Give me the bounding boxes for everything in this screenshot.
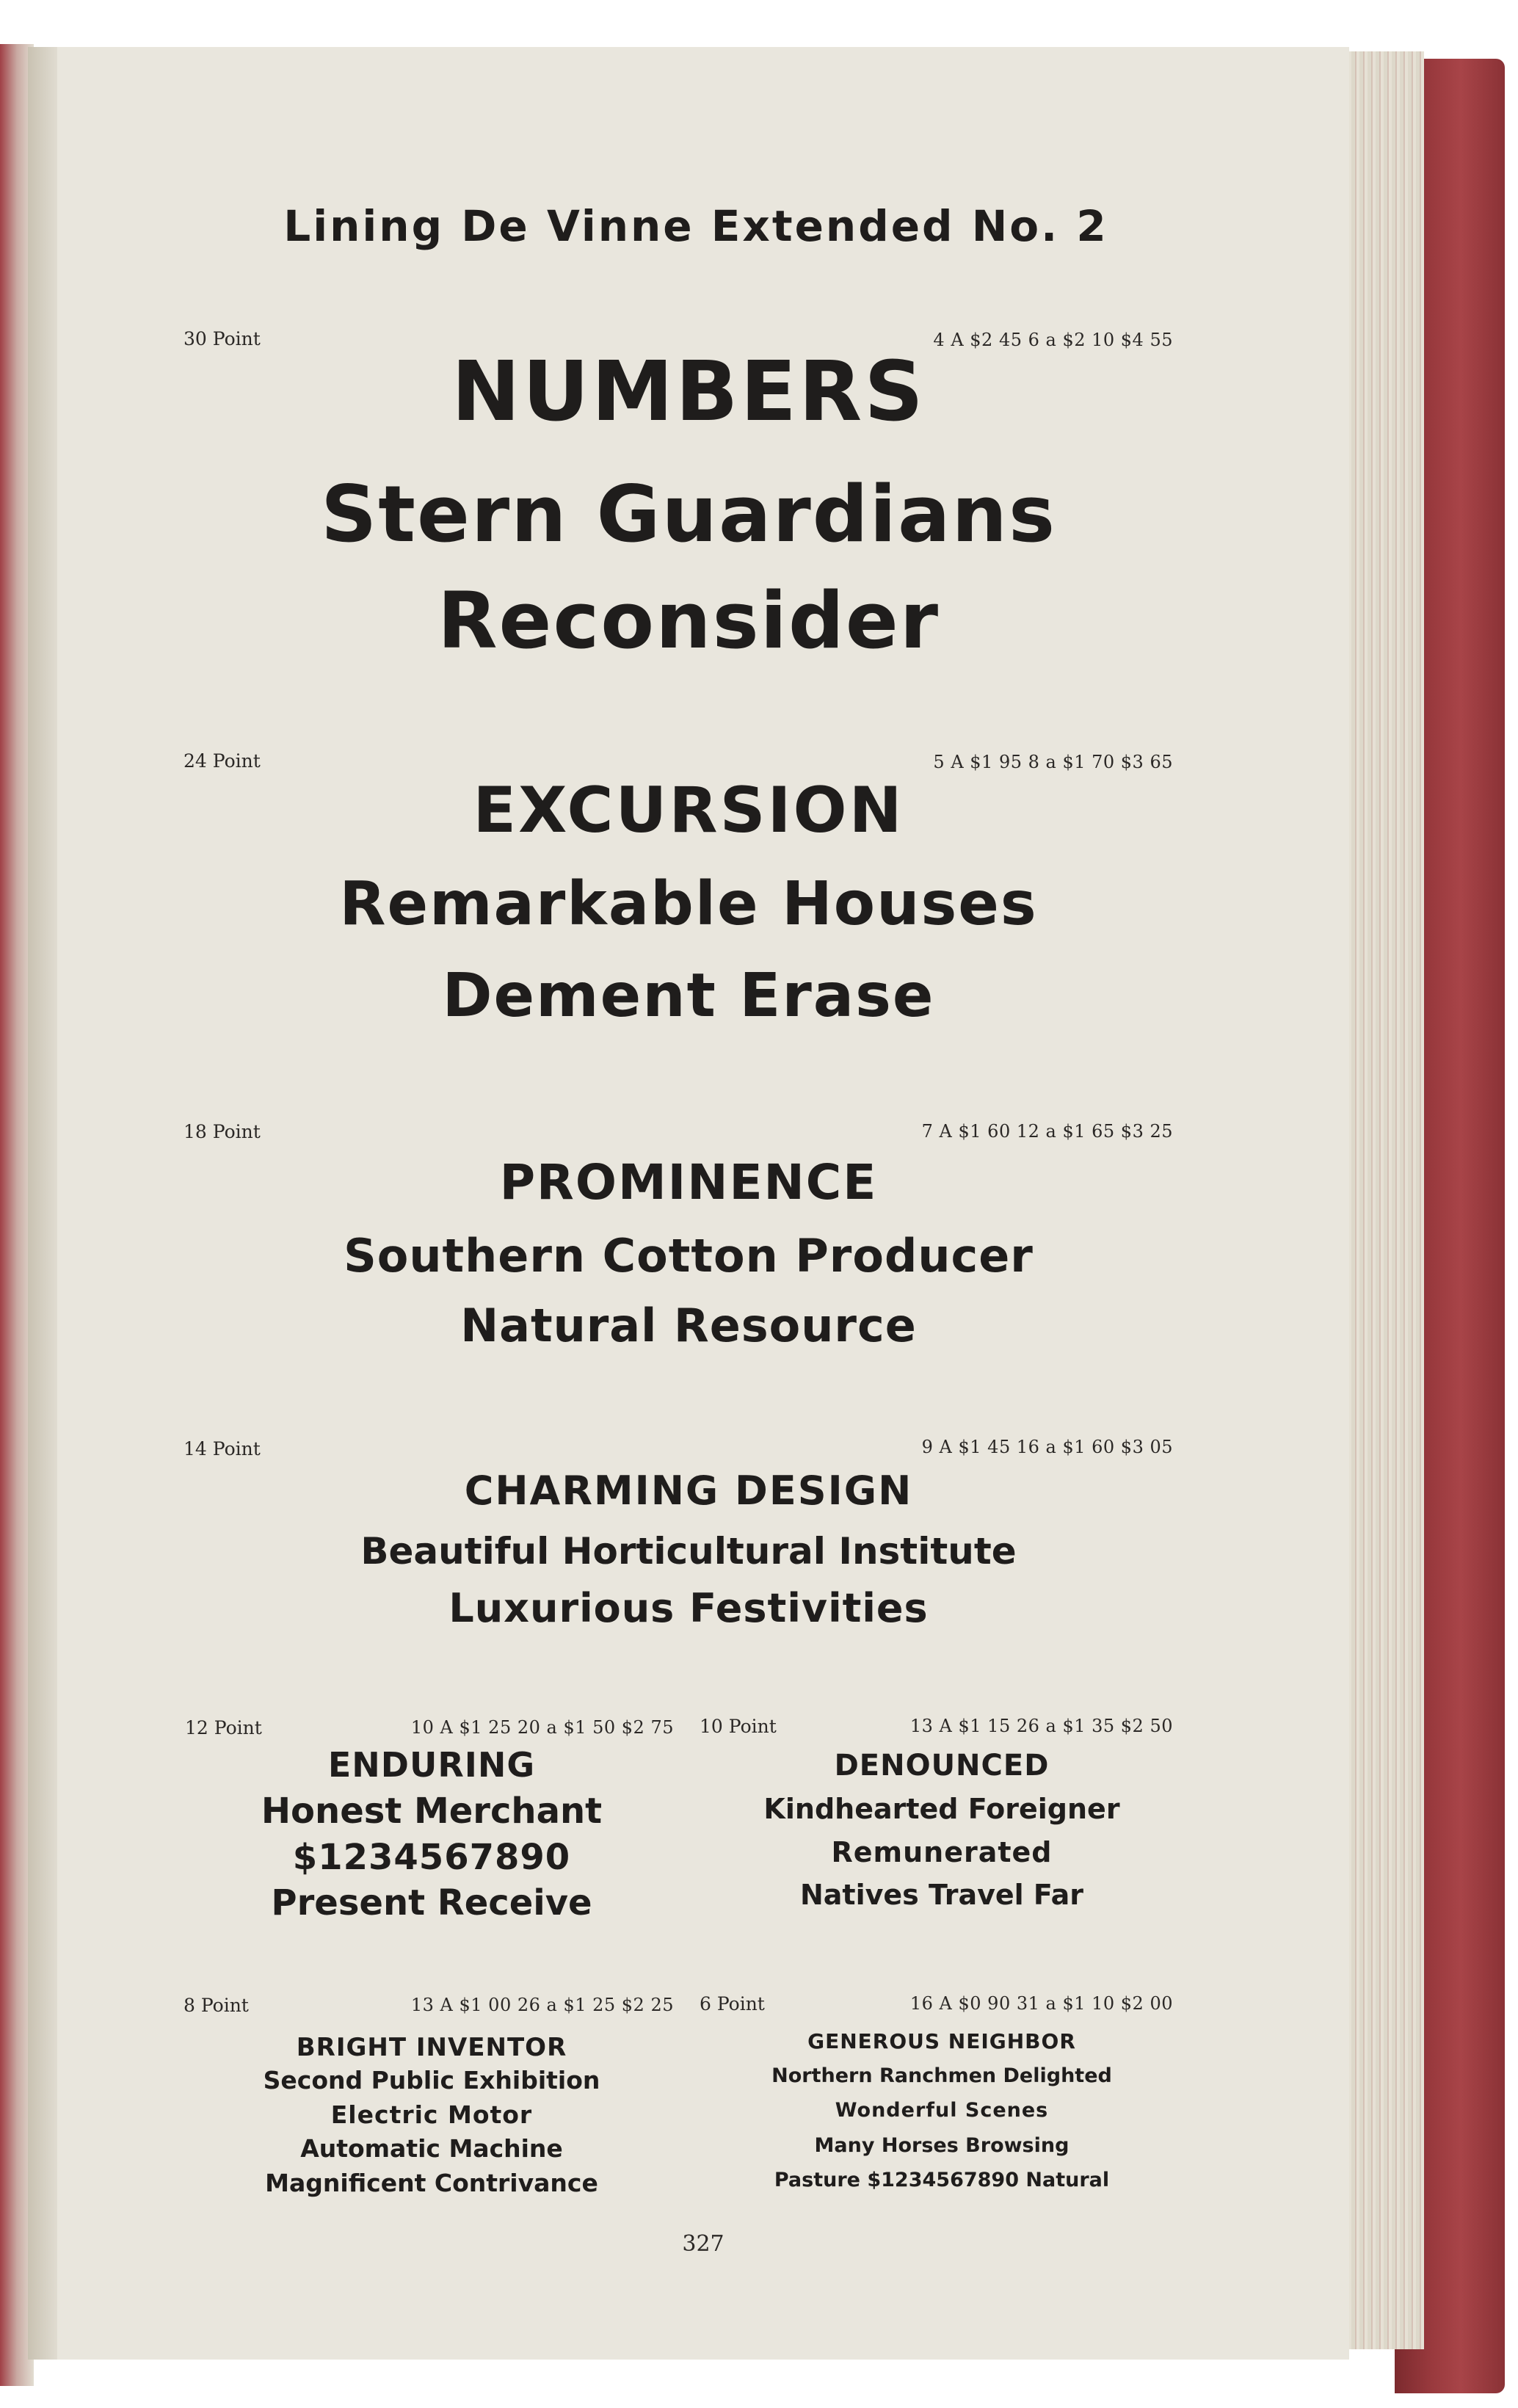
page-number: 327 — [682, 2231, 724, 2257]
size-label-6pt: 6 Point — [700, 1993, 765, 2014]
specimen-6pt-line-4: Many Horses Browsing — [814, 2134, 1070, 2157]
specimen-6pt-line-2: Northern Ranchmen Delighted — [771, 2064, 1112, 2087]
specimen-8pt-line-3: Electric Motor — [330, 2100, 533, 2129]
specimen-8pt-line-2: Second Public Exhibition — [263, 2066, 600, 2095]
size-label-8pt: 8 Point — [184, 1995, 249, 2016]
specimen-10pt-line-2: Kindhearted Foreigner — [763, 1793, 1120, 1825]
prices-14pt: 9 A $1 45 16 a $1 60 $3 05 — [921, 1437, 1173, 1457]
specimen-12pt-line-1: ENDURING — [327, 1745, 536, 1785]
specimen-12pt-line-3: $1234567890 — [292, 1837, 571, 1878]
specimen-6pt-line-3: Wonderful Scenes — [835, 2099, 1049, 2122]
page-title: Lining De Vinne Extended No. 2 — [283, 201, 1108, 251]
size-label-10pt: 10 Point — [700, 1716, 777, 1737]
specimen-30pt-line-1: NUMBERS — [451, 344, 926, 440]
prices-12pt: 10 A $1 25 20 a $1 50 $2 75 — [410, 1717, 674, 1738]
specimen-12pt-line-4: Present Receive — [271, 1882, 592, 1923]
size-label-14pt: 14 Point — [184, 1438, 261, 1459]
specimen-24pt-line-3: Dement Erase — [442, 961, 935, 1031]
size-label-24pt: 24 Point — [184, 750, 261, 772]
specimen-8pt-line-1: BRIGHT INVENTOR — [296, 2033, 567, 2062]
prices-30pt: 4 A $2 45 6 a $2 10 $4 55 — [933, 330, 1173, 350]
specimen-30pt-line-2: Stern Guardians — [320, 469, 1057, 559]
specimen-24pt-line-2: Remarkable Houses — [339, 869, 1038, 939]
prices-10pt: 13 A $1 15 26 a $1 35 $2 50 — [909, 1716, 1173, 1736]
specimen-8pt-line-4: Automatic Machine — [300, 2134, 563, 2163]
specimen-14pt-line-1: CHARMING DESIGN — [464, 1468, 913, 1514]
size-label-18pt: 18 Point — [184, 1121, 261, 1142]
size-label-12pt: 12 Point — [185, 1717, 262, 1738]
specimen-18pt-line-1: PROMINENCE — [499, 1154, 878, 1211]
specimen-6pt-line-5: Pasture $1234567890 Natural — [774, 2169, 1110, 2191]
specimen-14pt-line-3: Luxurious Festivities — [448, 1585, 929, 1631]
prices-18pt: 7 A $1 60 12 a $1 65 $3 25 — [921, 1121, 1173, 1142]
specimen-6pt-line-1: GENEROUS NEIGHBOR — [807, 2029, 1076, 2053]
specimen-24pt-line-1: EXCURSION — [473, 774, 904, 847]
size-label-30pt: 30 Point — [184, 328, 261, 349]
specimen-10pt-line-3: Remunerated — [831, 1836, 1053, 1868]
prices-6pt: 16 A $0 90 31 a $1 10 $2 00 — [909, 1993, 1173, 2014]
page-gutter — [28, 47, 57, 2360]
specimen-8pt-line-5: Magnificent Contrivance — [265, 2169, 598, 2197]
specimen-12pt-line-2: Honest Merchant — [261, 1791, 603, 1832]
specimen-18pt-line-2: Southern Cotton Producer — [344, 1229, 1034, 1283]
specimen-30pt-line-3: Reconsider — [437, 576, 940, 666]
specimen-10pt-line-4: Natives Travel Far — [799, 1879, 1084, 1911]
prices-24pt: 5 A $1 95 8 a $1 70 $3 65 — [933, 752, 1173, 772]
prices-8pt: 13 A $1 00 26 a $1 25 $2 25 — [410, 1995, 674, 2015]
page-edges — [1343, 51, 1424, 2349]
specimen-10pt-line-1: DENOUNCED — [834, 1749, 1050, 1783]
specimen-14pt-line-2: Beautiful Horticultural Institute — [360, 1530, 1017, 1573]
specimen-18pt-line-3: Natural Resource — [460, 1299, 917, 1352]
book-page — [28, 47, 1349, 2360]
